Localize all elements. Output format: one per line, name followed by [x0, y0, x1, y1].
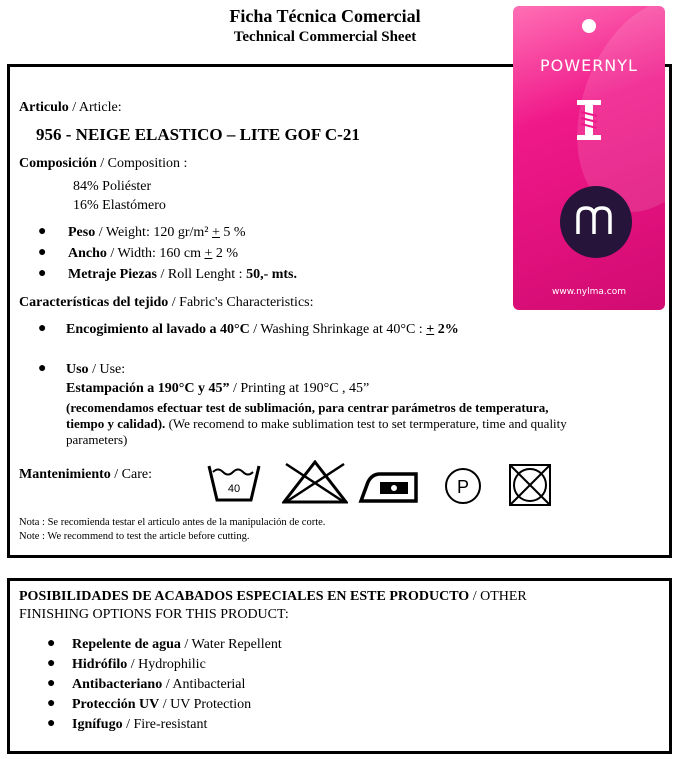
bullet: ● [47, 676, 56, 691]
svg-text:P: P [456, 477, 470, 497]
finishing-title: POSIBILIDADES DE ACABADOS ESPECIALES EN ESTE PRODUCTO / OTHER [19, 589, 527, 604]
product-tag-image [513, 6, 665, 310]
bullet: ● [38, 321, 47, 336]
washing-shrinkage: Encogimiento al lavado a 40°C / Washing Shrinkage at 40°C : + 2% [66, 322, 459, 337]
finishing-item: Antibacteriano / Antibacterial [72, 677, 246, 692]
use-label: Uso / Use: [66, 362, 126, 377]
fabric-characteristics-label: Características del tejido / Fabric's Characteristics: [19, 295, 314, 310]
spool-icon [571, 98, 607, 142]
use-note-line: tiempo y calidad). (We recomend to make sublimation test to set termperature, time and quality [66, 416, 567, 431]
no-tumble-dry-icon [507, 462, 553, 508]
wash-40-icon [205, 460, 263, 506]
finishing-item: Ignífugo / Fire-resistant [72, 717, 208, 732]
tag-url: www.nylma.com [551, 287, 626, 297]
finishing-item: Hidrófilo / Hydrophilic [72, 657, 206, 672]
bullet: ● [47, 716, 56, 731]
svg-text:40: 40 [227, 483, 241, 495]
note-line: Nota : Se recomienda testar el articulo antes de la manipulación de corte. [19, 517, 326, 528]
document-title: Ficha Técnica Comercial [229, 6, 421, 26]
note-line: Note : We recommend to test the article before cutting. [19, 531, 250, 542]
bullet: ● [38, 266, 47, 281]
article-name: 956 - NEIGE ELASTICO – LITE GOF C-21 [36, 125, 360, 144]
finishing-title-line2: FINISHING OPTIONS FOR THIS PRODUCT: [19, 607, 289, 622]
care-label: Mantenimiento / Care: [19, 467, 152, 482]
spec-weight: Peso / Weight: 120 gr/m² + 5 % [68, 225, 246, 240]
bullet: ● [38, 224, 47, 239]
nylma-logo [560, 186, 632, 258]
bullet: ● [47, 636, 56, 651]
spec-width: Ancho / Width: 160 cm + 2 % [68, 246, 239, 261]
no-bleach-icon [282, 460, 348, 504]
spec-roll-length: Metraje Piezas / Roll Lenght : 50,- mts. [68, 267, 297, 282]
composition-item: 16% Elastómero [73, 198, 166, 213]
bullet: ● [38, 361, 47, 376]
iron-icon [358, 468, 420, 504]
article-label: Articulo / Article: [19, 100, 122, 115]
composition-label: Composición / Composition : [19, 156, 188, 171]
composition-item: 84% Poliéster [73, 179, 152, 194]
use-note-line: (recomendamos efectuar test de sublimación, para centrar parámetros de temperatura, [66, 400, 549, 415]
tag-brand: POWERNYL [540, 56, 638, 75]
bullet: ● [47, 656, 56, 671]
use-note-line: parameters) [66, 432, 128, 447]
use-printing: Estampación a 190°C y 45” / Printing at 190°C , 45” [66, 381, 370, 396]
document-subtitle: Technical Commercial Sheet [233, 29, 417, 45]
dry-clean-p-icon [443, 466, 483, 506]
bullet: ● [47, 696, 56, 711]
tag-hole [582, 19, 596, 33]
finishing-item: Repelente de agua / Water Repellent [72, 637, 282, 652]
finishing-item: Protección UV / UV Protection [72, 697, 252, 712]
bullet: ● [38, 245, 47, 260]
